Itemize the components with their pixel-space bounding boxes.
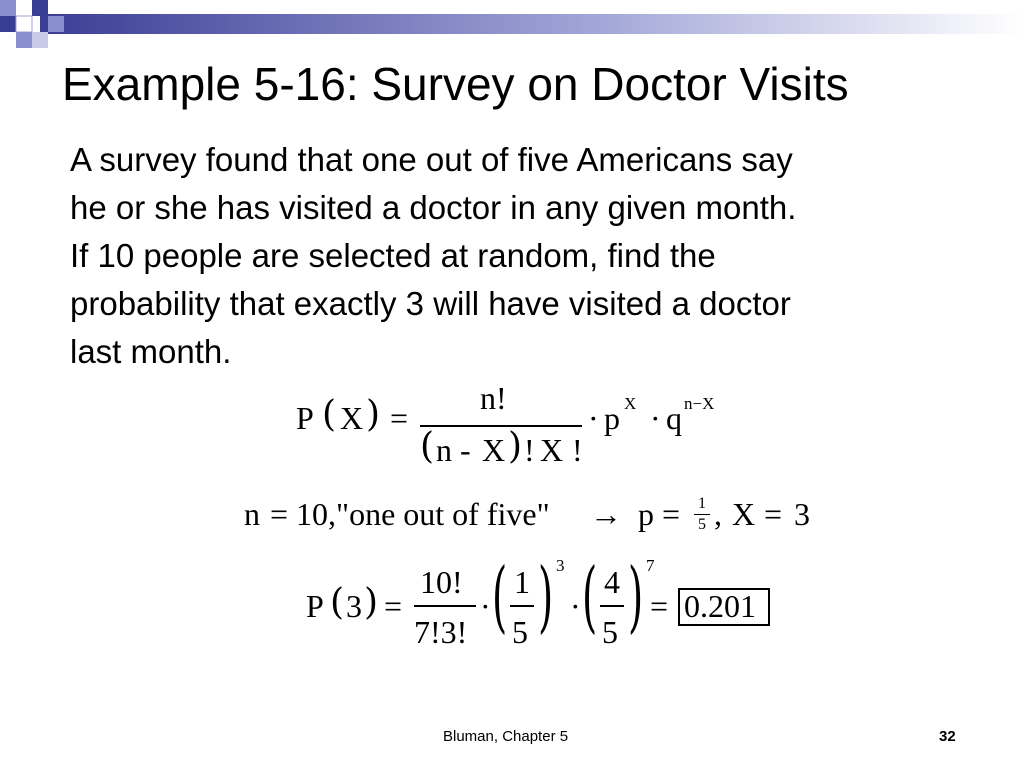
dot-operator: · [588, 400, 599, 436]
paren-right: ) [628, 552, 644, 642]
problem-statement [70, 136, 970, 376]
exponent: 7 [646, 556, 655, 575]
fraction-numerator: 10! [420, 564, 463, 600]
fraction-denominator: 7!3! [414, 614, 468, 650]
equals-sign: = [270, 496, 289, 532]
equals-sign: = [764, 496, 783, 532]
page-number: 32 [939, 728, 956, 745]
paren-left: ( [420, 426, 435, 467]
formula-symbol: p [638, 496, 654, 532]
dot-operator: · [650, 400, 661, 436]
problem-line: probability that exactly 3 will have visited a doctor [70, 285, 791, 322]
parameter-value: 3 [794, 496, 810, 532]
formula-symbol: n [436, 432, 452, 468]
factorial-sign: ! [524, 432, 535, 468]
paren-right: ) [366, 394, 381, 435]
formula-value: 3 [346, 588, 362, 624]
fraction-denominator: 5 [698, 516, 706, 533]
paren-right: ) [364, 582, 379, 623]
problem-line: last month. [70, 333, 232, 370]
fraction-numerator: 1 [698, 495, 706, 512]
dot-operator: · [570, 588, 581, 624]
comma: , [714, 496, 722, 532]
fraction-bar [414, 605, 476, 607]
fraction-bar [600, 605, 624, 607]
problem-line: A survey found that one out of five Americans say [70, 141, 793, 178]
formula-symbol: X [340, 400, 364, 436]
exponent: 3 [556, 556, 565, 575]
result-value: 0.201 [684, 588, 756, 624]
exponent: X [624, 394, 637, 413]
slide-title: Example 5-16: Survey on Doctor Visits [62, 58, 849, 110]
fraction-numerator: n! [480, 380, 507, 416]
footer-source: Bluman, Chapter 5 [443, 728, 569, 745]
equals-sign: = [390, 400, 409, 436]
paren-left: ( [322, 394, 337, 435]
equals-sign: = [662, 496, 681, 532]
parameter-value: 10,"one out of five" [296, 496, 550, 532]
paren-left: ( [492, 552, 508, 642]
paren-right: ) [508, 426, 523, 467]
equals-sign: = [384, 588, 403, 624]
equals-sign: = [650, 588, 669, 624]
paren-left: ( [330, 582, 345, 623]
fraction-bar [420, 425, 582, 427]
formula-symbol: q [666, 400, 682, 436]
factorial-sign: ! [572, 432, 583, 468]
formula-symbol: n [244, 496, 260, 532]
paren-left: ( [582, 552, 598, 642]
fraction-numerator: 1 [514, 564, 530, 600]
dot-operator: · [480, 588, 491, 624]
problem-line: he or she has visited a doctor in any given month. [70, 189, 797, 226]
paren-right: ) [538, 552, 554, 642]
arrow-symbol: → [590, 496, 622, 532]
fraction-denominator: 5 [512, 614, 528, 650]
formula-symbol: X [540, 432, 564, 468]
formula-symbol: P [296, 400, 314, 436]
formula-symbol: P [306, 588, 324, 624]
exponent: n−X [684, 394, 715, 413]
formula-symbol: p [604, 400, 620, 436]
formula-symbol: X [732, 496, 756, 532]
formula-symbol: X [482, 432, 506, 468]
fraction-bar [510, 605, 534, 607]
fraction-numerator: 4 [604, 564, 620, 600]
fraction-bar [694, 514, 710, 515]
problem-line: If 10 people are selected at random, find the [70, 237, 716, 274]
fraction-denominator: 5 [602, 614, 618, 650]
minus-sign: - [460, 432, 471, 468]
